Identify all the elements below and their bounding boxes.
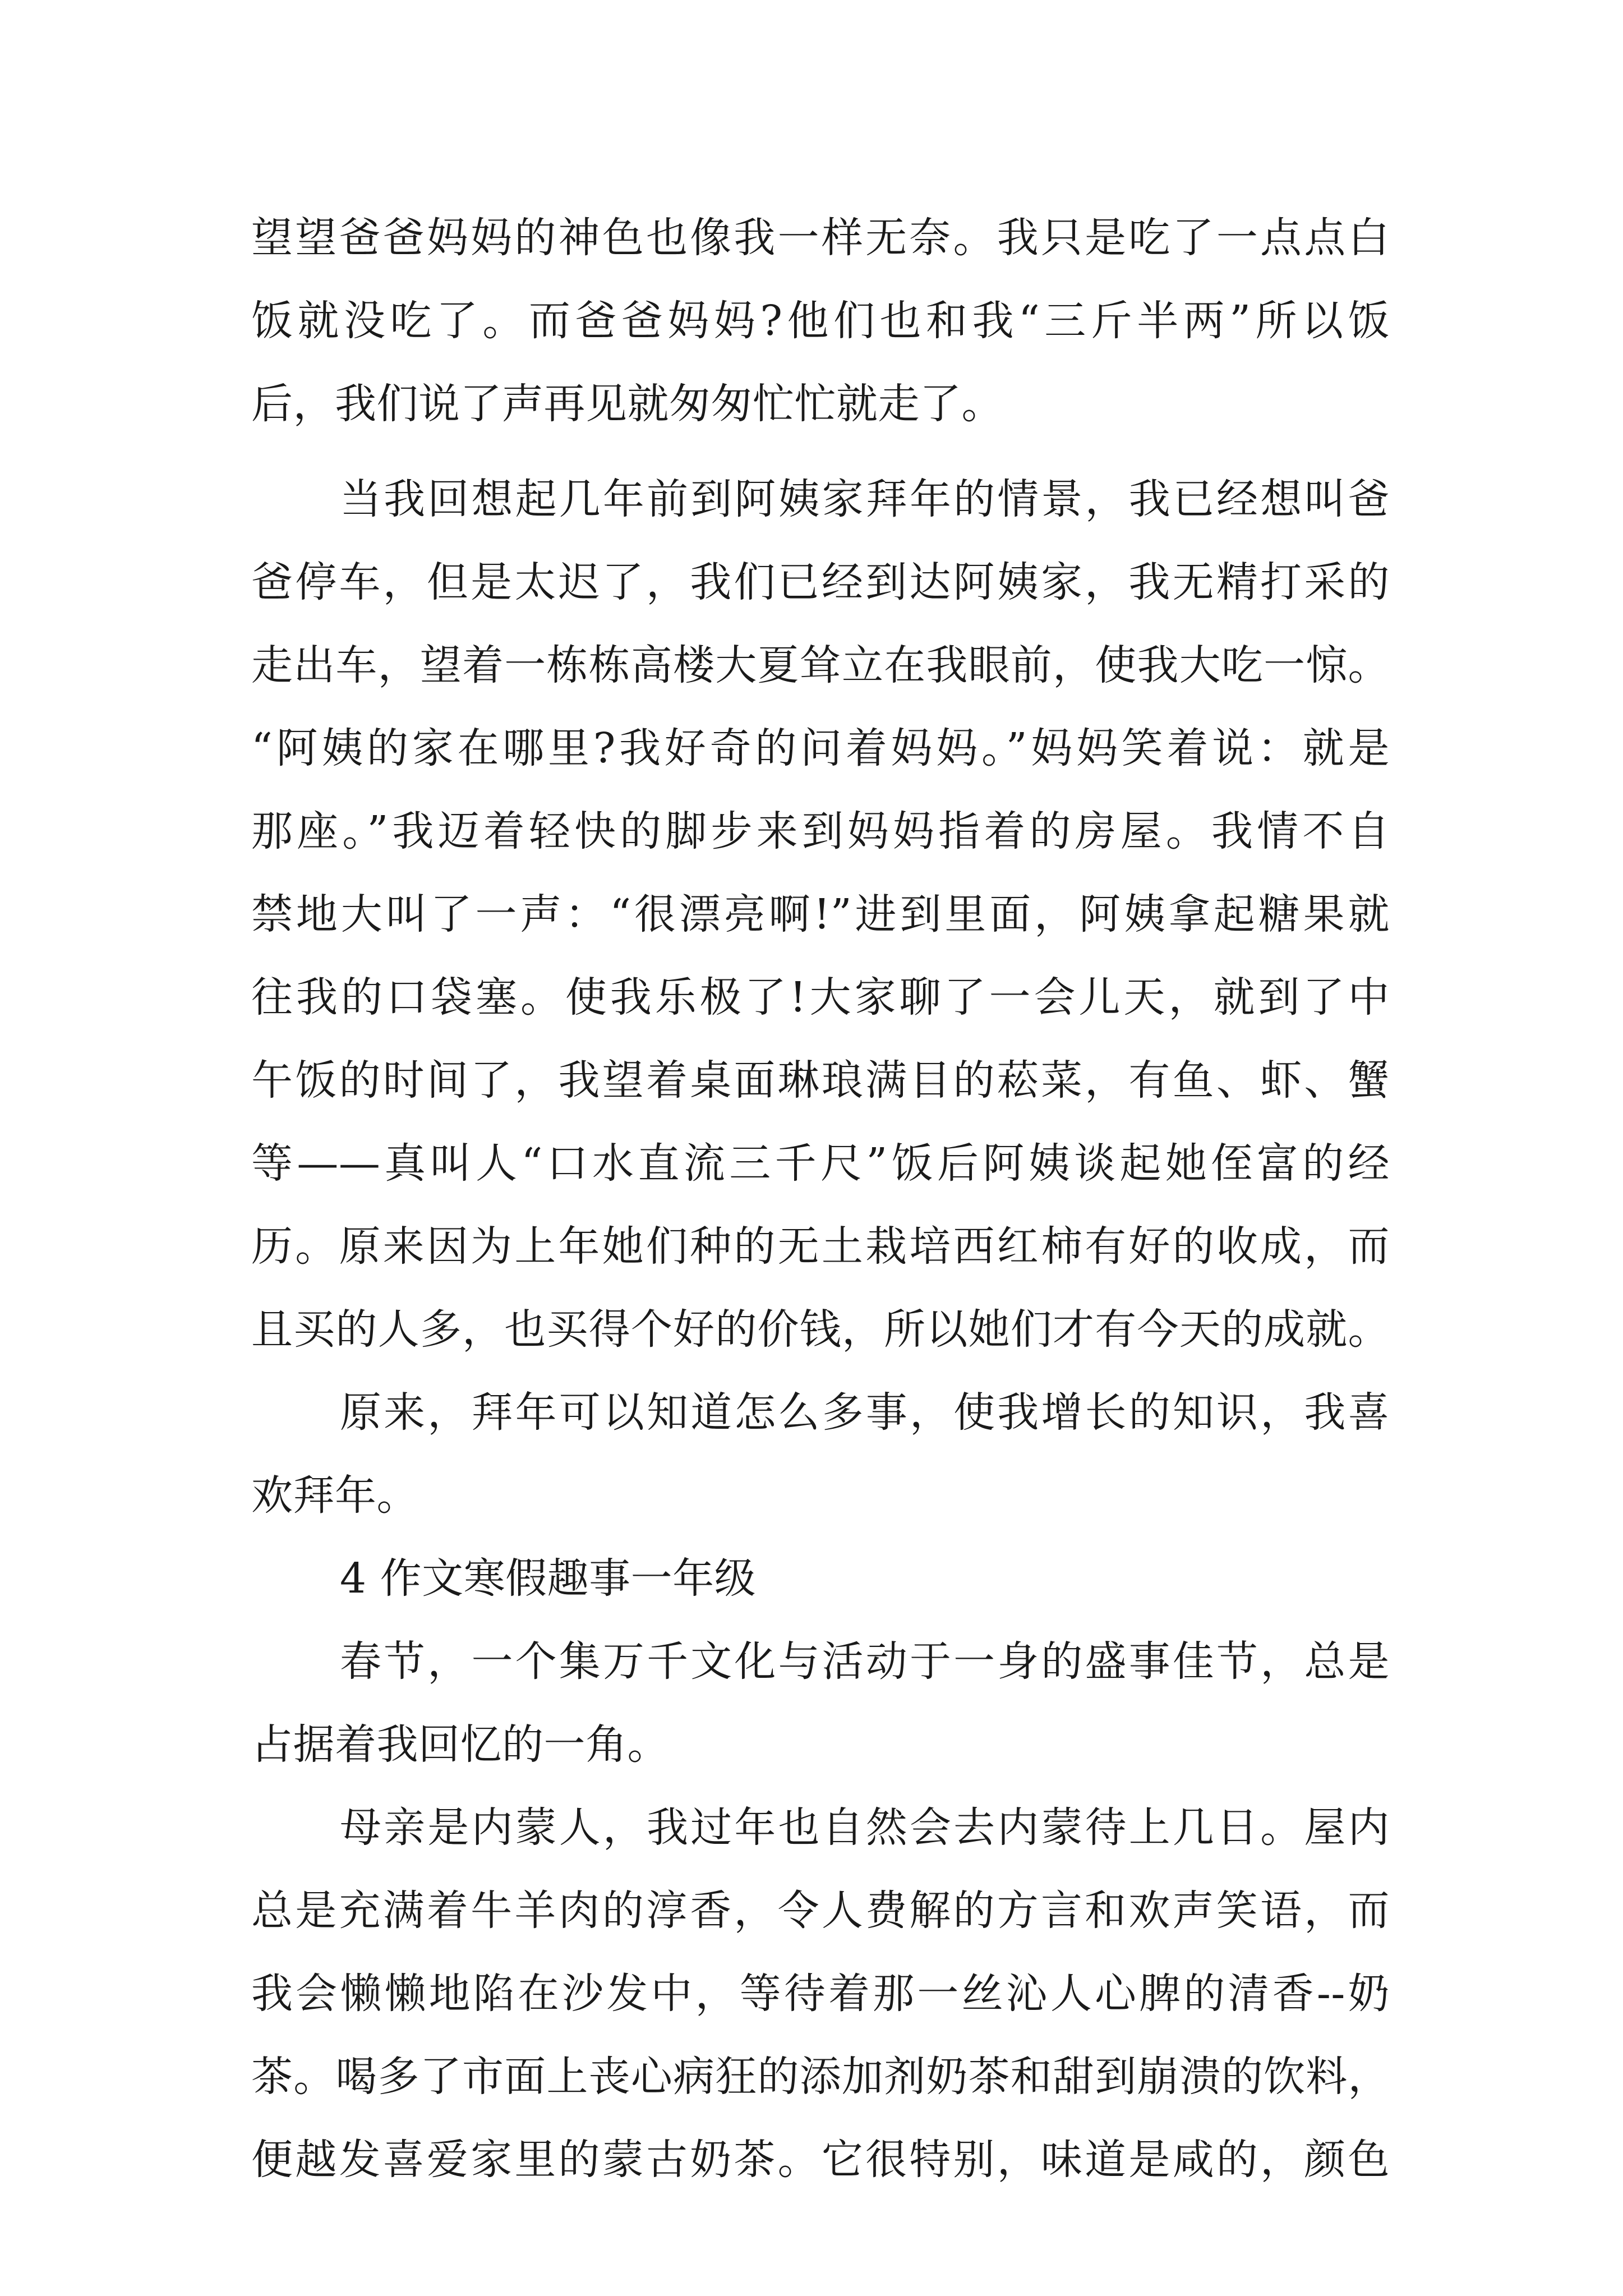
text-line: 等——真叫人“口水直流三千尺”饭后阿姨谈起她侄富的经 bbox=[251, 1139, 1390, 1188]
text-line: 后，我们说了声再见就匆匆忙忙就走了。 bbox=[251, 380, 1003, 428]
paragraph bbox=[251, 1620, 1390, 1786]
text-line: 总是充满着牛羊肉的淳香，令人费解的方言和欢声笑语，而 bbox=[251, 1887, 1390, 1935]
text-line: 春节，一个集万千文化与活动于一身的盛事佳节，总是 bbox=[340, 1637, 1390, 1686]
text-line: 走出车，望着一栋栋高楼大夏耸立在我眼前，使我大吃一惊。 bbox=[251, 641, 1390, 689]
text-line: 那座。”我迈着轻快的脚步来到妈妈指着的房屋。我情不自 bbox=[251, 807, 1390, 855]
text-line: “阿姨的家在哪里?我好奇的问着妈妈。”妈妈笑着说：就是 bbox=[251, 724, 1390, 772]
text-line: 茶。喝多了市面上丧心病狂的添加剂奶茶和甜到崩溃的饮料， bbox=[251, 2053, 1390, 2101]
paragraph bbox=[251, 458, 1390, 1371]
text-line: 饭就没吃了。而爸爸妈妈?他们也和我“三斤半两”所以饭 bbox=[251, 297, 1390, 345]
text-line: 当我回想起几年前到阿姨家拜年的情景，我已经想叫爸 bbox=[340, 475, 1390, 523]
text-line: 占据着我回忆的一角。 bbox=[251, 1720, 669, 1769]
section-heading bbox=[251, 1537, 1390, 1620]
text-line: 且买的人多，也买得个好的价钱，所以她们才有今天的成就。 bbox=[251, 1305, 1390, 1354]
text-line: 原来，拜年可以知道怎么多事，使我增长的知识，我喜 bbox=[340, 1388, 1390, 1437]
paragraph bbox=[251, 196, 1390, 445]
text-line: 我会懒懒地陷在沙发中，等待着那一丝沁人心脾的清香--奶 bbox=[251, 1970, 1390, 2018]
text-line: 欢拜年。 bbox=[251, 1471, 418, 1520]
text-line: 爸停车，但是太迟了，我们已经到达阿姨家，我无精打采的 bbox=[251, 558, 1390, 606]
document-page bbox=[251, 196, 1390, 2201]
text-line: 历。原来因为上年她们种的无土栽培西红柿有好的收成，而 bbox=[251, 1222, 1390, 1271]
paragraph bbox=[251, 1786, 1390, 2201]
text-line: 午饭的时间了，我望着桌面琳琅满目的菘菜，有鱼、虾、蟹 bbox=[251, 1056, 1390, 1105]
paragraph bbox=[251, 1371, 1390, 1537]
text-line: 禁地大叫了一声：“很漂亮啊!”进到里面，阿姨拿起糖果就 bbox=[251, 890, 1390, 938]
text-line: 便越发喜爱家里的蒙古奶茶。它很特别，味道是咸的，颜色 bbox=[251, 2136, 1390, 2184]
text-line: 母亲是内蒙人，我过年也自然会去内蒙待上几日。屋内 bbox=[340, 1803, 1390, 1852]
text-line: 往我的口袋塞。使我乐极了!大家聊了一会儿天，就到了中 bbox=[251, 973, 1390, 1022]
heading-line: 4 作文寒假趣事一年级 bbox=[340, 1554, 757, 1603]
text-line: 望望爸爸妈妈的神色也像我一样无奈。我只是吃了一点点白 bbox=[251, 214, 1390, 262]
